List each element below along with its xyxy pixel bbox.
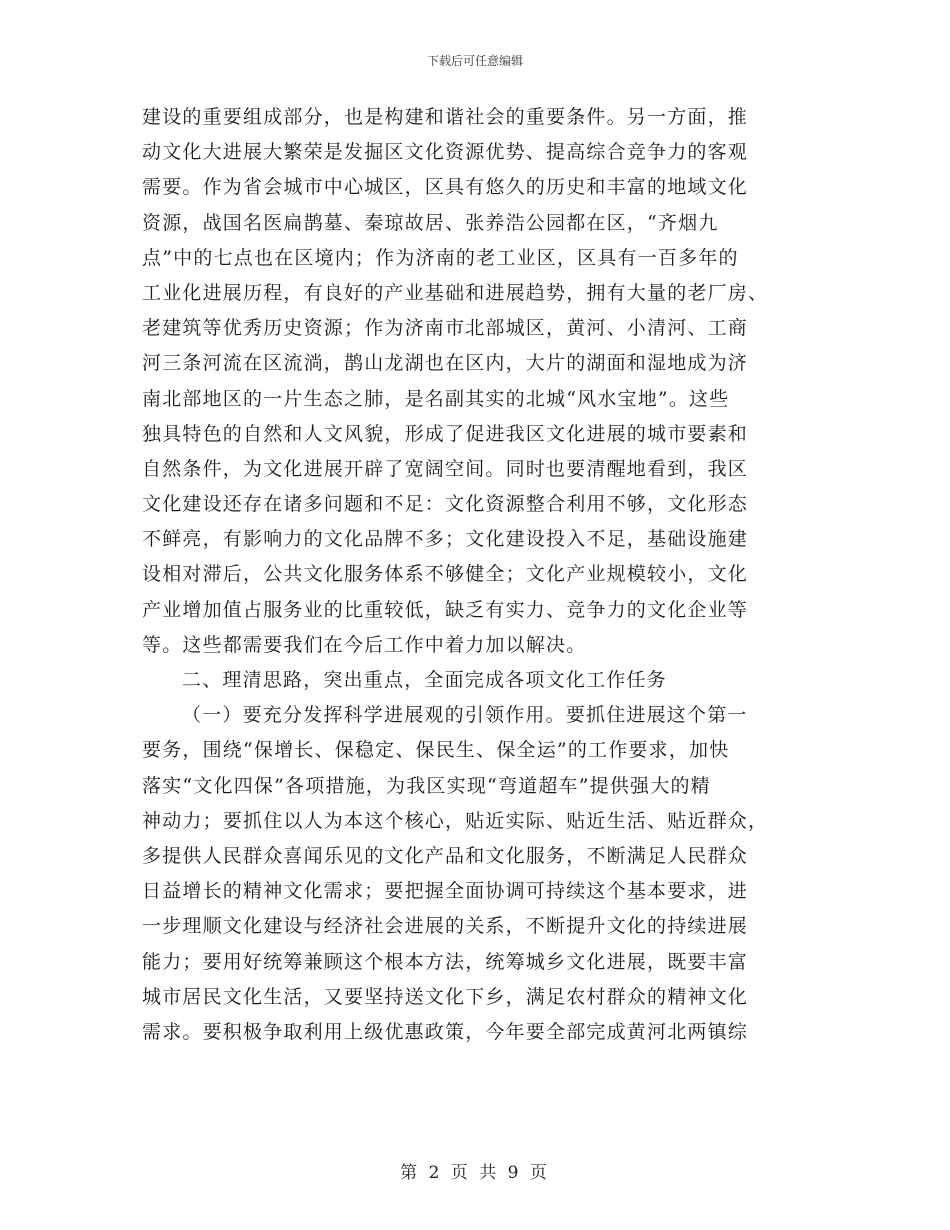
text-line: 等。这些都需要我们在今后工作中着力加以解决。	[142, 633, 587, 656]
text-line: 一步理顺文化建设与经济社会进展的关系，不断提升文化的持续进展	[142, 915, 749, 938]
text-line: 建设的重要组成部分，也是构建和谐社会的重要条件。另一方面，推	[142, 106, 749, 128]
text-line: 南北部地区的一片生态之肺，是名副其实的北城“风水宝地”。这些	[142, 387, 730, 410]
text-line: 设相对滞后，公共文化服务体系不够健全；文化产业规模较小，文化	[142, 563, 749, 586]
text-line: 要务，围绕“保增长、保稳定、保民生、保全运”的工作要求，加快	[142, 739, 730, 762]
text-line: 工业化进展历程，有良好的产业基础和进展趋势，拥有大量的老厂房、	[142, 281, 769, 304]
text-line: 城市居民文化生活，又要坚持送文化下乡，满足农村群众的精神文化	[142, 985, 749, 1008]
text-line: 需求。要积极争取利用上级优惠政策，今年要全部完成黄河北两镇综	[142, 1020, 749, 1043]
text-line: 资源，战国名医扁鹊墓、秦琼故居、张养浩公园都在区，“齐烟九	[142, 211, 719, 234]
text-line: 文化建设还存在诸多问题和不足：文化资源整合利用不够，文化形态	[142, 493, 749, 516]
text-line: 自然条件，为文化进展开辟了宽阔空间。同时也要清醒地看到，我区	[142, 457, 749, 480]
text-line: 神动力；要抓住以人为本这个核心，贴近实际、贴近生活、贴近群众，	[142, 809, 769, 832]
text-line: 动文化大进展大繁荣是发掘区文化资源优势、提高综合竞争力的客观	[142, 141, 749, 164]
document-body	[142, 100, 812, 1050]
section-heading: 二、理清思路，突出重点，全面完成各项文化工作任务	[182, 669, 667, 691]
page-header-note: 下载后可任意编辑	[426, 54, 523, 68]
text-line: 点”中的七点也在区境内；作为济南的老工业区，区具有一百多年的	[142, 246, 739, 269]
text-line: 河三条河流在区流淌，鹊山龙湖也在区内，大片的湖面和湿地成为济	[142, 352, 749, 375]
text-line: 落实“文化四保”各项措施，为我区实现“弯道超车”提供强大的精	[142, 774, 711, 797]
text-line: 多提供人民群众喜闻乐见的文化产品和文化服务，不断满足人民群众	[142, 844, 749, 867]
text-line: （一）要充分发挥科学进展观的引领作用。要抓住进展这个第一	[182, 704, 748, 727]
text-line: 独具特色的自然和人文风貌，形成了促进我区文化进展的城市要素和	[142, 422, 749, 445]
text-line: 能力；要用好统筹兼顾这个根本方法，统筹城乡文化进展，既要丰富	[142, 950, 749, 973]
text-line: 产业增加值占服务业的比重较低，缺乏有实力、竞争力的文化企业等	[142, 598, 749, 621]
text-line: 老建筑等优秀历史资源；作为济南市北部城区，黄河、小清河、工商	[142, 317, 749, 340]
text-line: 需要。作为省会城市中心城区，区具有悠久的历史和丰富的地域文化	[142, 176, 749, 199]
text-line: 日益增长的精神文化需求；要把握全面协调可持续这个基本要求，进	[142, 880, 749, 903]
page-number: 第 2 页 共 9 页	[400, 1163, 550, 1183]
text-line: 不鲜亮，有影响力的文化品牌不多；文化建设投入不足，基础设施建	[142, 528, 749, 551]
